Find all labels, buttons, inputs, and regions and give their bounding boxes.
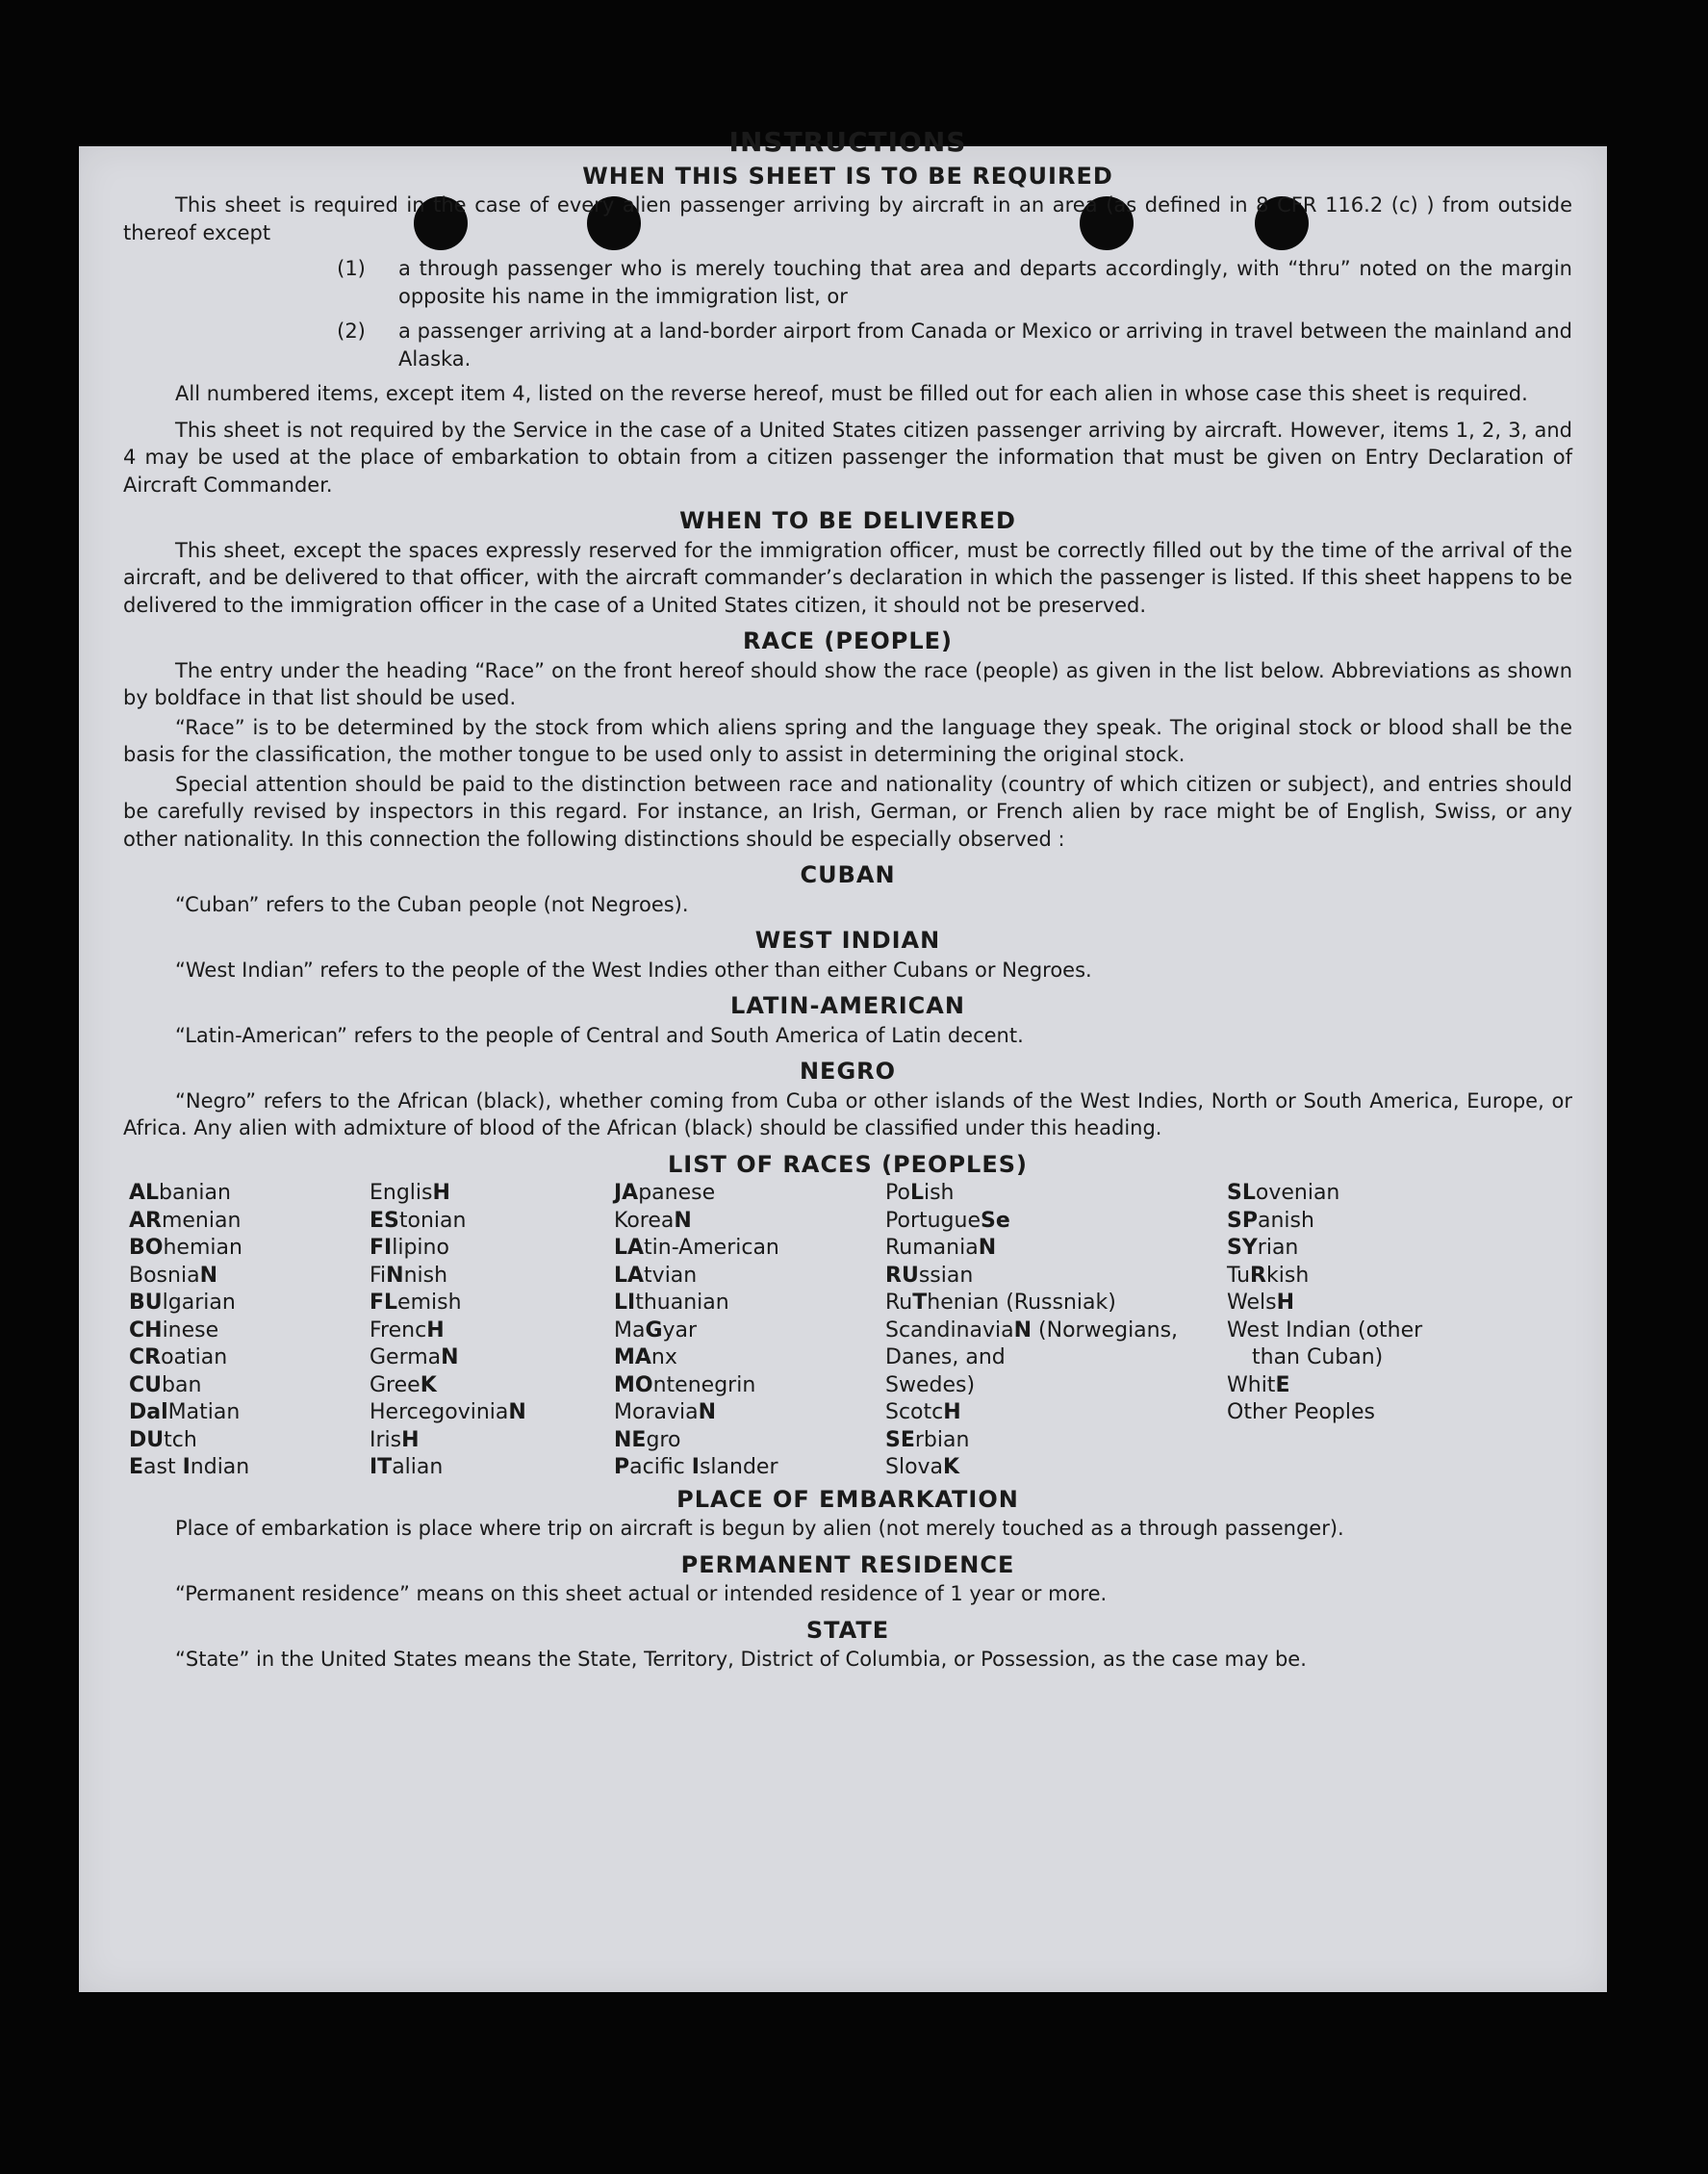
definition-state: “State” in the United States means the State, Territory, District of Columbia, or Possession, as the case may be. [175, 1648, 1307, 1671]
definition-latin-american: “Latin-American” refers to the people of Central and South America of Latin decent. [175, 1023, 1024, 1047]
heading-list-of-races: LIST OF RACES (PEOPLES) [668, 1150, 1028, 1178]
heading-negro: NEGRO [799, 1058, 897, 1085]
race-entry: SLovenian [1227, 1181, 1340, 1205]
race-entry: RumaniaN [885, 1236, 997, 1260]
race-entry: FLemish [370, 1291, 462, 1315]
race-entry: LAtvian [614, 1263, 698, 1288]
races-column [1227, 1180, 1516, 1482]
paragraph: This sheet is required in the case of every alien passenger arriving by aircraft in an area (as defined in 8 CFR 116.2 (c) ) from outside thereof except [123, 193, 1572, 244]
race-entry: FrencH [370, 1317, 445, 1343]
item-number: (1) [337, 257, 366, 280]
list-item [123, 318, 1572, 372]
race-entry: PoLish [885, 1181, 955, 1205]
race-entry: West Indian (other [1227, 1317, 1423, 1343]
race-entry: MAnx [614, 1345, 677, 1369]
race-entry: WelsH [1227, 1291, 1294, 1315]
heading-cuban: CUBAN [800, 861, 896, 888]
race-entry: JApanese [614, 1181, 716, 1205]
races-list [129, 1180, 1572, 1482]
race-entry: IrisH [370, 1427, 420, 1452]
races-column [129, 1180, 370, 1482]
definition-negro: “Negro” refers to the African (black), whether coming from Cuba or other islands of the West Indies, North or South America, Europe, or Africa. Any alien with admixture of blood of the African (black) should be classified under this heading. [123, 1088, 1572, 1139]
race-entry: LAtin-American [614, 1236, 779, 1260]
section-heading-delivered: WHEN TO BE DELIVERED [679, 507, 1016, 534]
definition-permanent-residence: “Permanent residence” means on this sheet actual or intended residence of 1 year or more. [175, 1582, 1108, 1605]
race-entry: CRoatian [129, 1345, 228, 1369]
race-entry: DalMatian [129, 1400, 241, 1424]
section-heading-required: WHEN THIS SHEET IS TO BE REQUIRED [582, 162, 1113, 190]
race-entry: SlovaK [885, 1455, 960, 1479]
race-entry: HercegoviniaN [370, 1400, 526, 1424]
race-entry: FIlipino [370, 1236, 449, 1260]
paragraph: The entry under the heading “Race” on the front hereof should show the race (people) as given in the list below. Abbreviations as shown by boldface in that list should be used. [123, 658, 1572, 709]
page-title: INSTRUCTIONS [728, 126, 967, 158]
race-entry: WhitE [1227, 1372, 1290, 1397]
race-entry: CHinese [129, 1317, 219, 1343]
heading-west-indian: WEST INDIAN [754, 927, 941, 954]
race-entry: FiNnish [370, 1263, 448, 1288]
race-entry: ARmenian [129, 1208, 242, 1233]
race-entry: BUlgarian [129, 1291, 236, 1315]
race-entry: SErbian [885, 1427, 970, 1452]
heading-latin-american: LATIN-AMERICAN [730, 992, 965, 1019]
race-entry: Pacific Islander [614, 1455, 778, 1479]
heading-permanent-residence: PERMANENT RESIDENCE [680, 1550, 1015, 1578]
race-entry: KoreaN [614, 1208, 692, 1233]
paragraph: This sheet is not required by the Service in the case of a United States citizen passenger arriving by aircraft. However, items 1, 2, 3, and 4 may be used at the place of embarkation to obtain from a citizen passenger the information that must be given on Entry Declaration of Aircraft Commander. [123, 418, 1572, 497]
race-entry: SYrian [1227, 1236, 1299, 1260]
races-column [614, 1180, 885, 1482]
race-entry: SPanish [1227, 1208, 1314, 1233]
race-entry: GreeK [370, 1372, 437, 1397]
race-entry: RUssian [885, 1263, 974, 1288]
definition-cuban: “Cuban” refers to the Cuban people (not Negroes). [175, 892, 689, 916]
race-entry: TuRkish [1227, 1263, 1310, 1288]
race-entry: GermaN [370, 1345, 459, 1369]
item-text: a through passenger who is merely touching that area and departs accordingly, with “thru” noted on the margin opposite his name in the immigration list, or [398, 257, 1572, 308]
races-column [370, 1180, 614, 1482]
race-entry: MaGyar [614, 1317, 698, 1343]
race-entry: ALbanian [129, 1181, 231, 1205]
race-entry: CUban [129, 1372, 202, 1397]
race-entry: ScandinaviaN (Norwegians, [885, 1317, 1179, 1343]
race-entry: Swedes) [885, 1372, 976, 1397]
list-item [123, 255, 1572, 310]
races-column [885, 1180, 1227, 1482]
item-number: (2) [337, 320, 366, 343]
race-entry: Danes, and [885, 1345, 1006, 1369]
paragraph: Special attention should be paid to the distinction between race and nationality (country of which citizen or subject), and entries should be carefully revised by inspectors in this regard. For instance, an Irish, German, or French alien by race might be of English, Swiss, or any other nationality. In this connection the following distinctions should be especially observed : [123, 772, 1572, 851]
race-entry: PortugueSe [885, 1208, 1010, 1233]
race-entry: NEgro [614, 1427, 681, 1452]
race-entry: EStonian [370, 1208, 467, 1233]
heading-state: STATE [805, 1616, 890, 1644]
race-entry: BosniaN [129, 1263, 217, 1288]
race-entry: RuThenian (Russniak) [885, 1291, 1116, 1315]
race-entry: Other Peoples [1227, 1400, 1376, 1424]
race-entry: MOntenegrin [614, 1372, 756, 1397]
heading-place-of-embarkation: PLACE OF EMBARKATION [676, 1485, 1019, 1513]
race-entry: LIthuanian [614, 1291, 729, 1315]
race-entry: than Cuban) [1252, 1345, 1384, 1369]
race-entry: EnglisH [370, 1181, 450, 1205]
item-text: a passenger arriving at a land-border airport from Canada or Mexico or arriving in travel between the mainland and Alaska. [398, 320, 1572, 371]
paragraph: “Race” is to be determined by the stock from which aliens spring and the language they speak. The original stock or blood shall be the basis for the classification, the mother tongue to be used only to assist in determining the original stock. [123, 715, 1572, 766]
race-entry: DUtch [129, 1427, 197, 1452]
race-entry: ScotcH [885, 1400, 961, 1424]
definition-west-indian: “West Indian” refers to the people of the West Indies other than either Cubans or Negroes. [175, 958, 1092, 982]
race-entry: ITalian [370, 1455, 444, 1479]
paragraph: All numbered items, except item 4, listed on the reverse hereof, must be filled out for each alien in whose case this sheet is required. [175, 382, 1528, 405]
instructions-body [123, 126, 1572, 1682]
race-entry: East Indian [129, 1455, 250, 1479]
section-heading-race: RACE (PEOPLE) [742, 627, 954, 654]
definition-place-of-embarkation: Place of embarkation is place where trip on aircraft is begun by alien (not merely touched as a through passenger). [175, 1517, 1344, 1540]
race-entry: MoraviaN [614, 1400, 717, 1424]
race-entry: BOhemian [129, 1236, 242, 1260]
paragraph: This sheet, except the spaces expressly reserved for the immigration officer, must be correctly filled out by the time of the arrival of the aircraft, and be delivered to that officer, with the aircraft commander’s declaration in which the passenger is listed. If this sheet happens to be delivered to the immigration officer in the case of a United States citizen, it should not be preserved. [123, 538, 1572, 617]
